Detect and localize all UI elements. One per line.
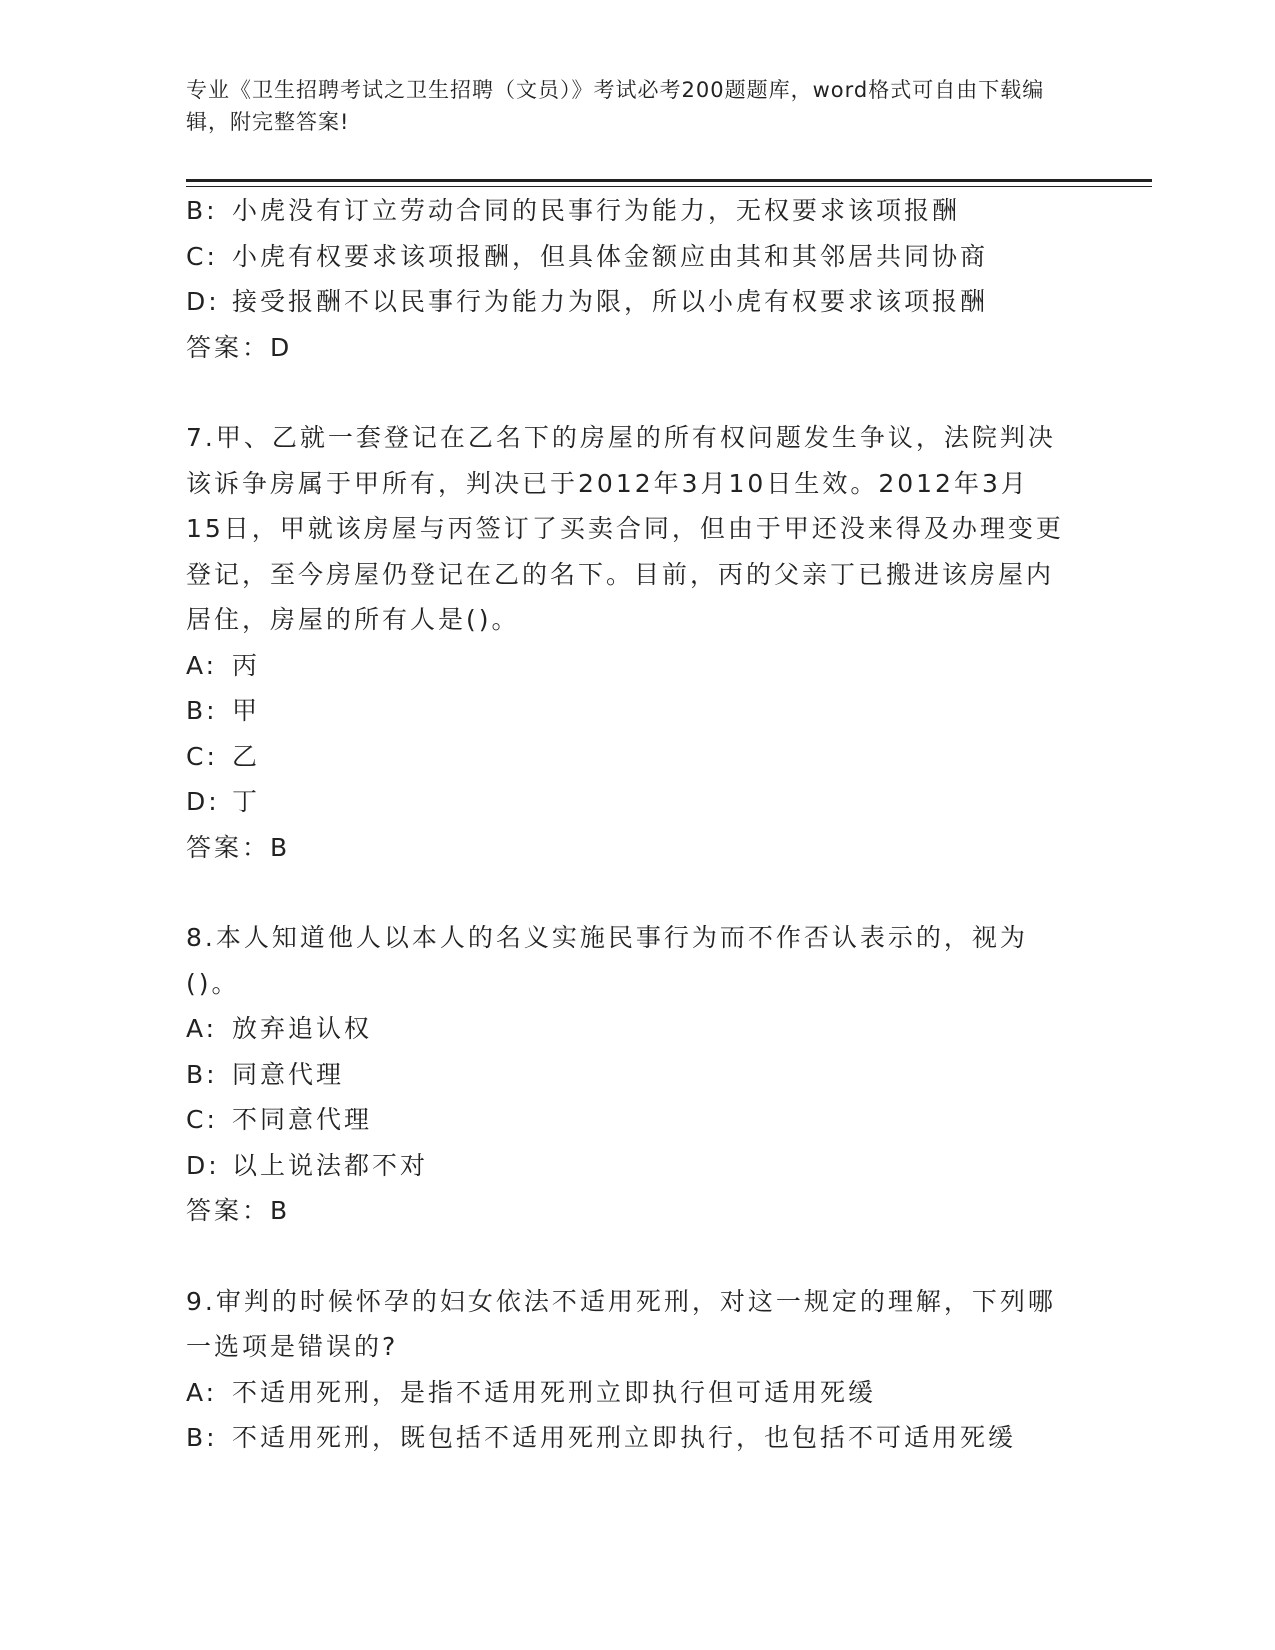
answer-line: 答案：D — [186, 332, 293, 362]
question-9 — [186, 1279, 1086, 1461]
option-a: A: 放弃追认权 — [186, 1014, 373, 1043]
option-c: C: 乙 — [186, 741, 261, 771]
option-a: A: 不适用死刑，是指不适用死刑立即执行但可适用死缓 — [186, 1377, 877, 1407]
question-stem: 9.审判的时候怀孕的妇女依法不适用死刑，对这一规定的理解，下列哪一选项是错误的? — [186, 1286, 1056, 1361]
answer-value: B — [270, 1196, 291, 1225]
question-8 — [186, 915, 1086, 1234]
question-stem: 7.甲、乙就一套登记在乙名下的房屋的所有权问题发生争议，法院判决该诉争房属于甲所有，判决已于2012年3月10日生效。2012年3月15日，甲就该房屋与丙签订了买卖合同，但由于甲还没来得及办理变更登记，至今房屋仍登记在乙的名下。目前，丙的父亲丁已搬进该房屋内居住，房屋的所有人是()。 — [186, 423, 1064, 634]
option-c: C: 小虎有权要求该项报酬，但具体金额应由其和其邻居共同协商 — [186, 241, 989, 271]
option-a: A: 丙 — [186, 650, 261, 680]
option-b: B: 不适用死刑，既包括不适用死刑立即执行，也包括不可适用死缓 — [186, 1423, 1017, 1452]
answer-line: 答案：B — [186, 832, 291, 862]
header-rule-thin — [186, 186, 1152, 187]
option-b: B: 同意代理 — [186, 1059, 345, 1089]
question-stem: 8.本人知道他人以本人的名义实施民事行为而不作否认表示的，视为()。 — [186, 923, 1028, 998]
header-rule-thick — [186, 179, 1152, 182]
document-header: 专业《卫生招聘考试之卫生招聘（文员）》考试必考200题题库，word格式可自由下载编辑，附完整答案! — [186, 78, 1045, 134]
option-d: D: 丁 — [186, 787, 261, 816]
option-b: B: 甲 — [186, 696, 261, 725]
answer-line: 答案：B — [186, 1196, 291, 1225]
option-d: D: 以上说法都不对 — [186, 1150, 429, 1180]
option-d: D: 接受报酬不以民事行为能力为限，所以小虎有权要求该项报酬 — [186, 287, 989, 316]
option-b: B: 小虎没有订立劳动合同的民事行为能力，无权要求该项报酬 — [186, 196, 961, 225]
answer-value: B — [270, 832, 291, 862]
answer-value: D — [270, 332, 293, 362]
document-body — [186, 188, 1086, 1461]
option-c: C: 不同意代理 — [186, 1105, 373, 1134]
question-7 — [186, 415, 1086, 870]
question-6-continued — [186, 188, 1086, 370]
